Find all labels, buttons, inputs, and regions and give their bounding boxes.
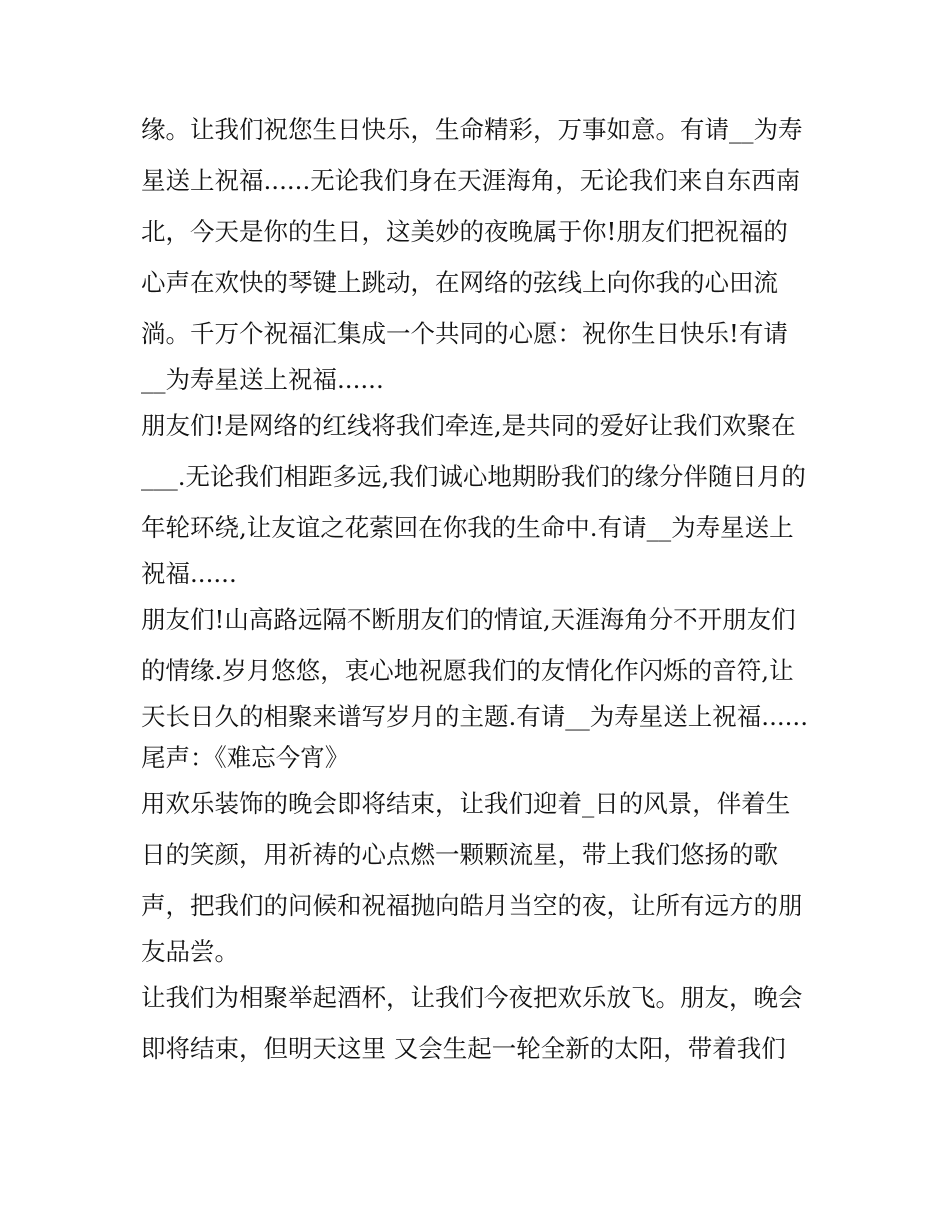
- text-line: 声，把我们的问候和祝福抛向皓月当空的夜，让所有远方的朋: [141, 891, 803, 920]
- text-line: 祝福......: [141, 559, 237, 588]
- text-line: 友品尝。: [141, 937, 239, 966]
- text-line: 朋友们!山高路远隔不断朋友们的情谊,天涯海角分不开朋友们: [141, 605, 796, 634]
- text-line: 淌。千万个祝福汇集成一个共同的心愿：祝你生日快乐!有请: [141, 319, 788, 348]
- section-heading: 尾声：《难忘今宵》: [141, 743, 350, 772]
- text-line: 日的笑颜，用祈祷的心点燃一颗颗流星，带上我们悠扬的歌: [141, 840, 778, 869]
- text-line: 天长日久的相聚来谱写岁月的主题.有请__为寿星送上祝福......: [141, 702, 809, 731]
- text-line: 心声在欢快的琴键上跳动，在网络的弦线上向你我的心田流: [141, 268, 778, 297]
- text-line: 即将结束，但明天这里 又会生起一轮全新的太阳，带着我们: [141, 1034, 786, 1063]
- text-line: ___.无论我们相距多远,我们诚心地期盼我们的缘分伴随日月的: [141, 462, 806, 491]
- text-line: 星送上祝福......无论我们身在天涯海角，无论我们来自东西南: [141, 166, 801, 195]
- text-line: 年轮环绕,让友谊之花萦回在你我的生命中.有请__为寿星送上: [141, 513, 794, 542]
- document-body: [141, 104, 821, 1074]
- text-line: __为寿星送上祝福......: [141, 365, 384, 394]
- text-line: 朋友们!是网络的红线将我们牵连,是共同的爱好让我们欢聚在: [141, 411, 796, 440]
- text-line: 缘。让我们祝您生日快乐，生命精彩，万事如意。有请__为寿: [141, 115, 803, 144]
- text-line: 让我们为相聚举起酒杯，让我们今夜把欢乐放飞。朋友，晚会: [141, 983, 803, 1012]
- text-line: 的情缘.岁月悠悠，衷心地祝愿我们的友情化作闪烁的音符,让: [141, 656, 794, 685]
- text-line: 用欢乐装饰的晚会即将结束，让我们迎着_日的风景，伴着生: [141, 789, 791, 818]
- text-line: 北，今天是你的生日，这美妙的夜晚属于你!朋友们把祝福的: [141, 217, 788, 246]
